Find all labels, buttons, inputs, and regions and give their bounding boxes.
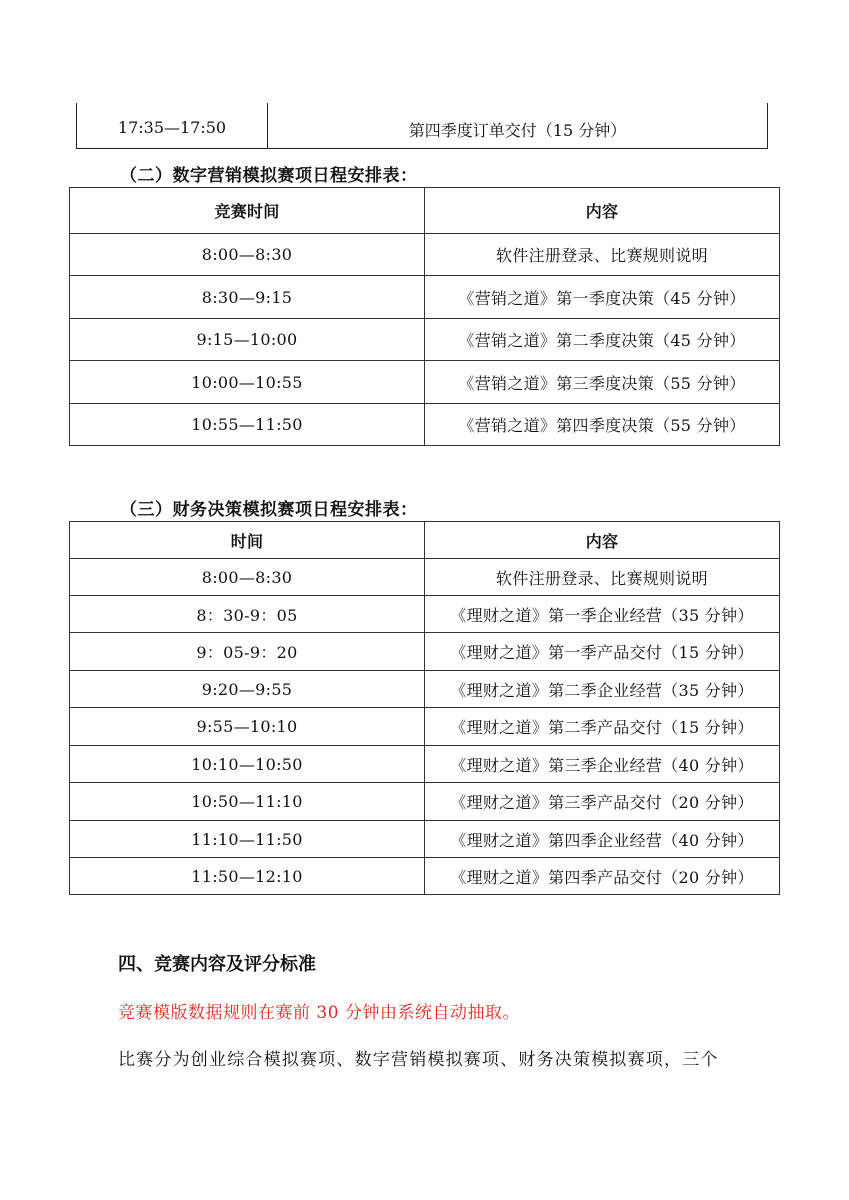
header-time: 竞赛时间: [70, 188, 425, 234]
section2-caption: （二）数字营销模拟赛项日程安排表：: [120, 166, 418, 186]
content-cell: 《理财之道》第二季企业经营（35 分钟）: [425, 671, 780, 708]
content-cell: 《营销之道》第一季度决策（45 分钟）: [425, 276, 780, 319]
time-cell: 9:55—10:10: [70, 708, 425, 746]
table-row: [70, 746, 780, 783]
content-cell: 《理财之道》第一季企业经营（35 分钟）: [425, 596, 780, 633]
time-cell: 17:35—17:50: [77, 103, 268, 148]
table-row: [70, 559, 780, 596]
digital-marketing-schedule-table: [69, 187, 780, 446]
financial-decision-schedule-table: [69, 521, 780, 895]
section4-heading: 四、竞赛内容及评分标准: [118, 954, 316, 975]
content-cell: 《理财之道》第三季企业经营（40 分钟）: [425, 746, 780, 783]
time-cell: 11:50—12:10: [70, 858, 425, 895]
time-cell: 10:50—11:10: [70, 783, 425, 821]
time-cell: 8:00—8:30: [70, 234, 425, 276]
content-cell: 《营销之道》第三季度决策（55 分钟）: [425, 361, 780, 404]
time-cell: 11:10—11:50: [70, 821, 425, 858]
table-row: [70, 708, 780, 746]
table-row: [70, 821, 780, 858]
time-cell: 8:00—8:30: [70, 559, 425, 596]
table-row: [70, 783, 780, 821]
table-row: [70, 276, 780, 319]
body-paragraph: 比赛分为创业综合模拟赛项、数字营销模拟赛项、财务决策模拟赛项，三个: [118, 1050, 719, 1070]
content-cell: 《理财之道》第三季产品交付（20 分钟）: [425, 783, 780, 821]
time-cell: 8：30-9：05: [70, 596, 425, 633]
content-cell: 《理财之道》第四季产品交付（20 分钟）: [425, 858, 780, 895]
time-cell: 10:10—10:50: [70, 746, 425, 783]
time-cell: 10:00—10:55: [70, 361, 425, 404]
previous-schedule-table-tail: [76, 103, 768, 149]
table-row: [70, 858, 780, 895]
section3-caption: （三）财务决策模拟赛项日程安排表：: [120, 500, 418, 520]
table-row: [70, 633, 780, 671]
content-cell: 第四季度订单交付（15 分钟）: [408, 121, 627, 140]
content-cell: 《理财之道》第一季产品交付（15 分钟）: [425, 633, 780, 671]
table-row: [70, 596, 780, 633]
time-cell: 9：05-9：20: [70, 633, 425, 671]
content-cell: 《理财之道》第四季企业经营（40 分钟）: [425, 821, 780, 858]
time-cell: 9:20—9:55: [70, 671, 425, 708]
time-cell: 8:30—9:15: [70, 276, 425, 319]
content-cell: 软件注册登录、比赛规则说明: [425, 559, 780, 596]
table-row: [70, 234, 780, 276]
content-cell: 《理财之道》第二季产品交付（15 分钟）: [425, 708, 780, 746]
header-content: 内容: [425, 522, 780, 559]
red-note: 竞赛模版数据规则在赛前 30 分钟由系统自动抽取。: [118, 1003, 520, 1023]
table-row: [70, 319, 780, 361]
header-content: 内容: [425, 188, 780, 234]
content-cell: 《营销之道》第二季度决策（45 分钟）: [425, 319, 780, 361]
content-cell: 《营销之道》第四季度决策（55 分钟）: [425, 404, 780, 446]
time-cell: 9:15—10:00: [70, 319, 425, 361]
content-cell: 软件注册登录、比赛规则说明: [425, 234, 780, 276]
table-row: [70, 404, 780, 446]
time-cell: 10:55—11:50: [70, 404, 425, 446]
header-time: 时间: [70, 522, 425, 559]
table-row: [70, 361, 780, 404]
table-row: [70, 671, 780, 708]
